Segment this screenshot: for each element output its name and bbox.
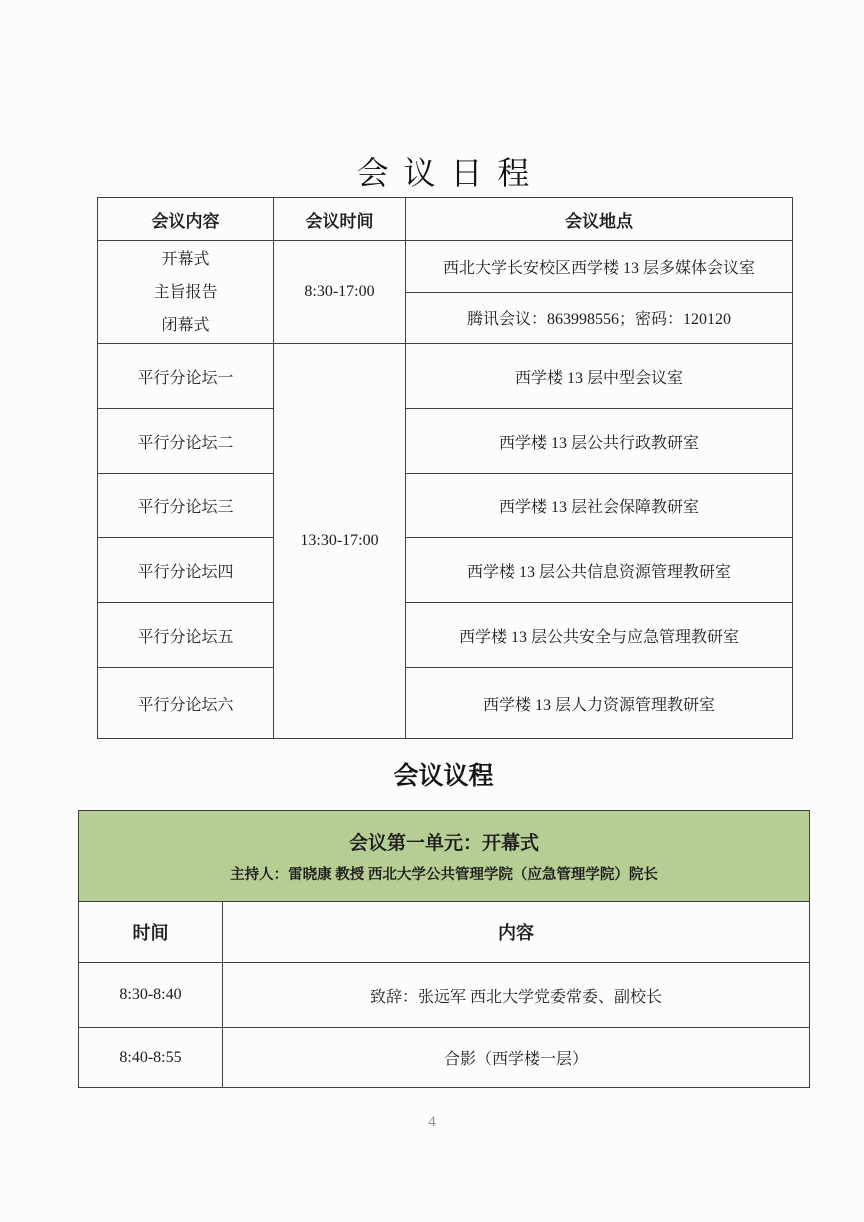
header-cell-agenda-time: 时间	[79, 902, 223, 963]
agenda-time-cell: 8:40-8:55	[79, 1028, 223, 1088]
forum-name-cell: 平行分论坛三	[98, 474, 274, 538]
table-row	[98, 409, 793, 474]
header-cell-agenda-content: 内容	[223, 902, 810, 963]
header-cell-content: 会议内容	[98, 198, 274, 241]
forum-location-cell: 西学楼 13 层人力资源管理教研室	[406, 668, 793, 739]
table-row	[98, 538, 793, 603]
opening-line: 主旨报告	[153, 283, 218, 301]
table-row	[98, 344, 793, 409]
unit-moderator: 主持人：雷晓康 教授 西北大学公共管理学院（应急管理学院）院长	[230, 867, 658, 883]
agenda-header-row	[79, 902, 810, 963]
agenda-time-cell: 8:30-8:40	[79, 963, 223, 1028]
table-row	[79, 1028, 810, 1088]
opening-line: 闭幕式	[161, 316, 210, 334]
schedule-header-row	[98, 198, 793, 241]
schedule-table	[97, 197, 793, 739]
forum-name-cell: 平行分论坛六	[98, 668, 274, 739]
table-row	[79, 963, 810, 1028]
table-row	[98, 668, 793, 739]
table-row	[98, 241, 793, 344]
header-cell-time: 会议时间	[274, 198, 406, 241]
agenda-table	[78, 810, 810, 1088]
opening-line: 开幕式	[161, 250, 210, 268]
location-online: 腾讯会议：863998556；密码：120120	[466, 311, 731, 328]
location-split	[406, 242, 792, 343]
forum-location-cell: 西学楼 13 层公共行政教研室	[406, 409, 793, 474]
location-venue: 西北大学长安校区西学楼 13 层多媒体会议室	[406, 242, 792, 293]
agenda-content-cell: 致辞：张远军 西北大学党委常委、副校长	[223, 963, 810, 1028]
agenda-content-cell: 合影（西学楼一层）	[223, 1028, 810, 1088]
opening-content-cell	[98, 241, 274, 344]
agenda-section-title: 会议议程	[393, 763, 494, 790]
header-cell-location: 会议地点	[406, 198, 793, 241]
unit-banner	[79, 811, 810, 902]
forum-name-cell: 平行分论坛四	[98, 538, 274, 603]
forum-time-cell: 13:30-17:00	[274, 344, 406, 739]
forum-location-cell: 西学楼 13 层公共信息资源管理教研室	[406, 538, 793, 603]
forum-name-cell: 平行分论坛五	[98, 603, 274, 668]
opening-location-cell	[406, 241, 793, 344]
forum-name-cell: 平行分论坛一	[98, 344, 274, 409]
page-number: 4	[428, 1114, 436, 1130]
opening-time-cell: 8:30-17:00	[274, 241, 406, 344]
forum-name-cell: 平行分论坛二	[98, 409, 274, 474]
unit-title: 会议第一单元：开幕式	[348, 833, 539, 854]
unit-banner-row	[79, 811, 810, 902]
page-title: 会 议 日 程	[356, 155, 533, 191]
forum-location-cell: 西学楼 13 层中型会议室	[406, 344, 793, 409]
forum-location-cell: 西学楼 13 层公共安全与应急管理教研室	[406, 603, 793, 668]
table-row	[98, 474, 793, 538]
table-row	[98, 603, 793, 668]
forum-location-cell: 西学楼 13 层社会保障教研室	[406, 474, 793, 538]
